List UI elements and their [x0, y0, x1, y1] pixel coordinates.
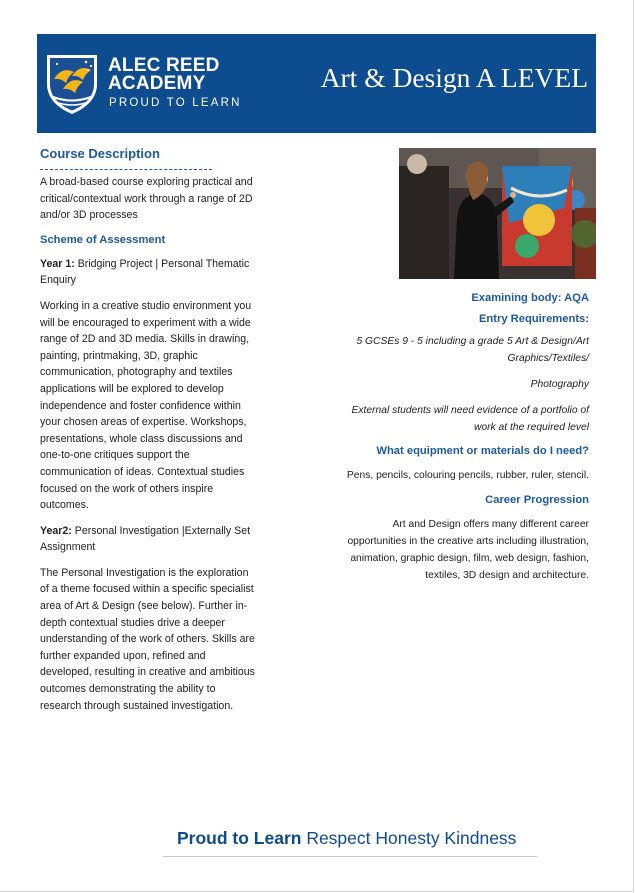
course-description-heading: Course Description [40, 146, 160, 161]
brand-tagline: PROUD TO LEARN [109, 97, 242, 109]
footer-proud-to-learn: Proud to Learn [177, 828, 302, 848]
year1-heading [40, 256, 258, 289]
examining-body: Examining body: AQA [471, 292, 589, 304]
equipment-text: Pens, pencils, colouring pencils, rubber, ruler, stencil. [346, 470, 589, 481]
year2-title: Personal Investigation |Externally Set Assignment [40, 524, 251, 554]
course-description-text: A broad-based course exploring practical and critical/contextual work through a range of 2D and/or 3D processes [40, 176, 253, 222]
entry-photography: Photography [530, 379, 589, 390]
footer-values-list: Respect Honesty Kindness [301, 828, 517, 848]
year2-heading [40, 523, 258, 556]
right-column [340, 292, 589, 584]
year2-label: Year2: [40, 524, 72, 537]
dashed-divider [40, 169, 212, 170]
brand-name [108, 57, 220, 93]
dolphin-shield-icon [44, 52, 100, 116]
brand-name-line1: ALEC REED [108, 55, 220, 76]
photo-illustration [399, 148, 596, 279]
scheme-of-assessment-heading: Scheme of Assessment [40, 233, 166, 246]
year1-title: Bridging Project | Personal Thematic Enquiry [40, 257, 250, 287]
footer-divider [163, 856, 537, 857]
page-title: Art & Design A LEVEL [320, 62, 588, 93]
entry-requirements-heading: Entry Requirements: [478, 313, 589, 325]
left-column [40, 146, 258, 714]
footer-values [177, 828, 516, 849]
header-banner [37, 34, 596, 133]
equipment-heading: What equipment or materials do I need? [376, 445, 589, 457]
brand-name-line2: ACADEMY [108, 73, 206, 94]
entry-requirements-text: 5 GCSEs 9 - 5 including a grade 5 Art & Design/Art Graphics/Textiles/ [356, 336, 589, 364]
external-students-note: External students will need evidence of a portfolio of work at the required level [351, 405, 589, 433]
student-painting-photo [399, 148, 596, 279]
year2-body: The Personal Investigation is the exploration of a theme focused within a specific specialist area of Art & Design (see below). Further in-depth contextual studies drive a deeper understanding of the work of others. Skills are further expanded upon, refined and developed, resulting in creative and ambitious outcomes demonstrating the ability to research through sustained investigation. [40, 566, 255, 712]
year1-label: Year 1: [40, 257, 75, 270]
year1-body: Working in a creative studio environment you will be encouraged to experiment with a wide range of 2D and 3D media. Skills in drawing, painting, printmaking, 3D, graphic communication, photography and textiles applications will be explored to develop independence and foster confidence within your chosen areas of expertise. Workshops, presentations, whole class discussions and one-to-one critiques support the communication of ideas. Contextual studies focused on the work of others inspire outcomes. [40, 299, 252, 512]
career-progression-heading: Career Progression [485, 494, 589, 506]
career-progression-text: Art and Design offers many different career opportunities in the creative arts including illustration, animation, graphic design, film, web design, fashion, textiles, 3D design and architecture. [347, 519, 589, 581]
